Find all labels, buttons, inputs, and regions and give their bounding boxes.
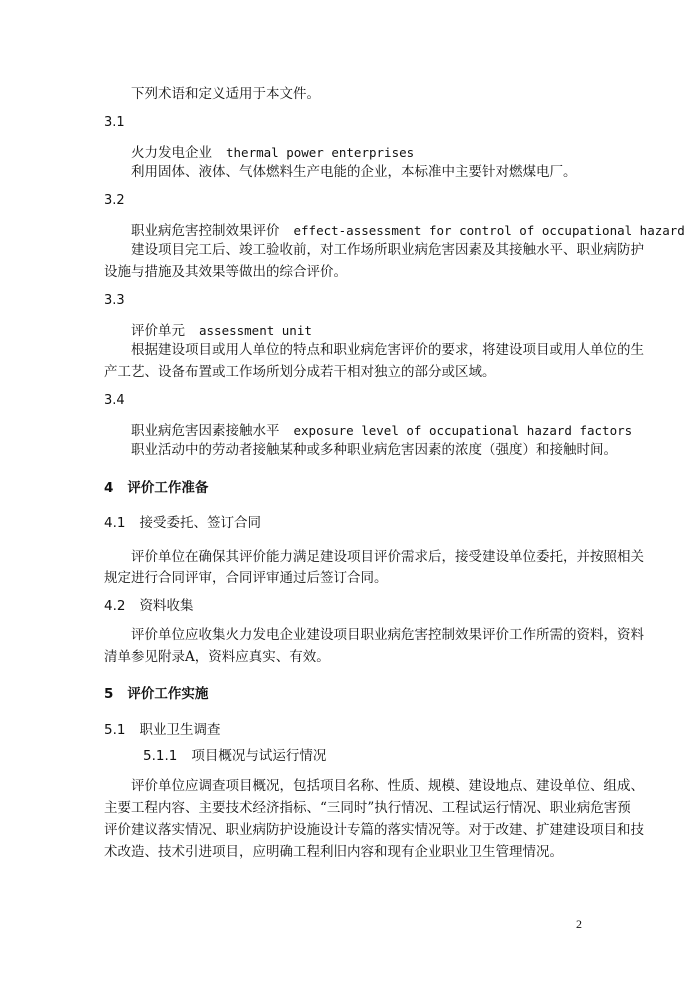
- term-definition-line: 职业活动中的劳动者接触某种或多种职业病危害因素的浓度（强度）和接触时间。: [131, 442, 617, 458]
- subsection-heading: [104, 517, 261, 531]
- term-title-en: exposure level of occupational hazard factors: [293, 423, 633, 438]
- paragraph-line: 术改造、技术引进项目，应明确工程利旧内容和现有企业职业卫生管理情况。: [104, 844, 563, 860]
- subsection-heading: [104, 600, 193, 614]
- term-definition-line: 利用固体、液体、气体燃料生产电能的企业，本标准中主要针对燃煤电厂。: [131, 164, 577, 180]
- paragraph-line: 评价单位应收集火力发电企业建设项目职业病危害控制效果评价工作所需的资料，资料: [131, 627, 644, 643]
- subsubsection-heading: [143, 750, 326, 764]
- term-number: 3.3: [104, 293, 125, 308]
- term-title: [131, 423, 632, 439]
- paragraph-line: 主要工程内容、主要技术经济指标、“三同时”执行情况、工程试运行情况、职业病危害预: [104, 800, 631, 816]
- subsection-number: 5.1: [104, 722, 126, 738]
- term-title-zh: 火力发电企业: [131, 145, 212, 161]
- section-number: 4: [104, 480, 114, 496]
- section-heading: [104, 688, 208, 702]
- term-definition-line: 建设项目完工后、竣工验收前，对工作场所职业病危害因素及其接触水平、职业病防护: [131, 242, 644, 258]
- subsubsection-title: 项目概况与试运行情况: [191, 748, 327, 764]
- term-number: 3.1: [104, 115, 125, 130]
- term-title-zh: 职业病危害因素接触水平: [131, 423, 280, 439]
- subsection-title: 职业卫生调查: [139, 722, 221, 738]
- paragraph-line: 评价单位在确保其评价能力满足建设项目评价需求后，接受建设单位委托，并按照相关: [131, 549, 644, 565]
- term-title-en: assessment unit: [199, 323, 312, 338]
- term-definition-line: 根据建设项目或用人单位的特点和职业病危害评价的要求，将建设项目或用人单位的生: [131, 342, 644, 358]
- term-title: [131, 323, 312, 339]
- subsection-number: 4.2: [104, 598, 126, 614]
- intro-paragraph: 下列术语和定义适用于本文件。: [131, 86, 320, 102]
- term-definition-line: 产工艺、设备布置或工作场所划分成若干相对独立的部分或区域。: [104, 364, 496, 380]
- subsubsection-number: 5.1.1: [143, 748, 178, 764]
- term-title-en: thermal power enterprises: [226, 145, 415, 160]
- term-definition-line: 设施与措施及其效果等做出的综合评价。: [104, 264, 347, 280]
- subsection-heading: [104, 724, 220, 738]
- term-title: [131, 145, 414, 161]
- term-number: 3.2: [104, 193, 125, 208]
- term-number: 3.4: [104, 393, 125, 408]
- term-title: [131, 223, 685, 239]
- section-heading: [104, 482, 208, 496]
- paragraph-line: 评价单位应调查项目概况，包括项目名称、性质、规模、建设地点、建设单位、组成、: [131, 778, 644, 794]
- section-number: 5: [104, 686, 114, 702]
- section-title: 评价工作实施: [127, 686, 209, 702]
- term-title-zh: 职业病危害控制效果评价: [131, 223, 280, 239]
- term-title-zh: 评价单元: [131, 323, 185, 339]
- page-number: 2: [576, 917, 582, 931]
- section-title: 评价工作准备: [127, 480, 209, 496]
- subsection-number: 4.1: [104, 515, 126, 531]
- paragraph-line: 评价建议落实情况、职业病防护设施设计专篇的落实情况等。对于改建、扩建建设项目和技: [104, 822, 644, 838]
- subsection-title: 资料收集: [139, 598, 194, 614]
- paragraph-line: 规定进行合同评审，合同评审通过后签订合同。: [104, 570, 388, 586]
- paragraph-line: 清单参见附录A，资料应真实、有效。: [104, 649, 330, 665]
- subsection-title: 接受委托、签订合同: [139, 515, 261, 531]
- term-title-en: effect-assessment for control of occupational hazard: [293, 223, 685, 238]
